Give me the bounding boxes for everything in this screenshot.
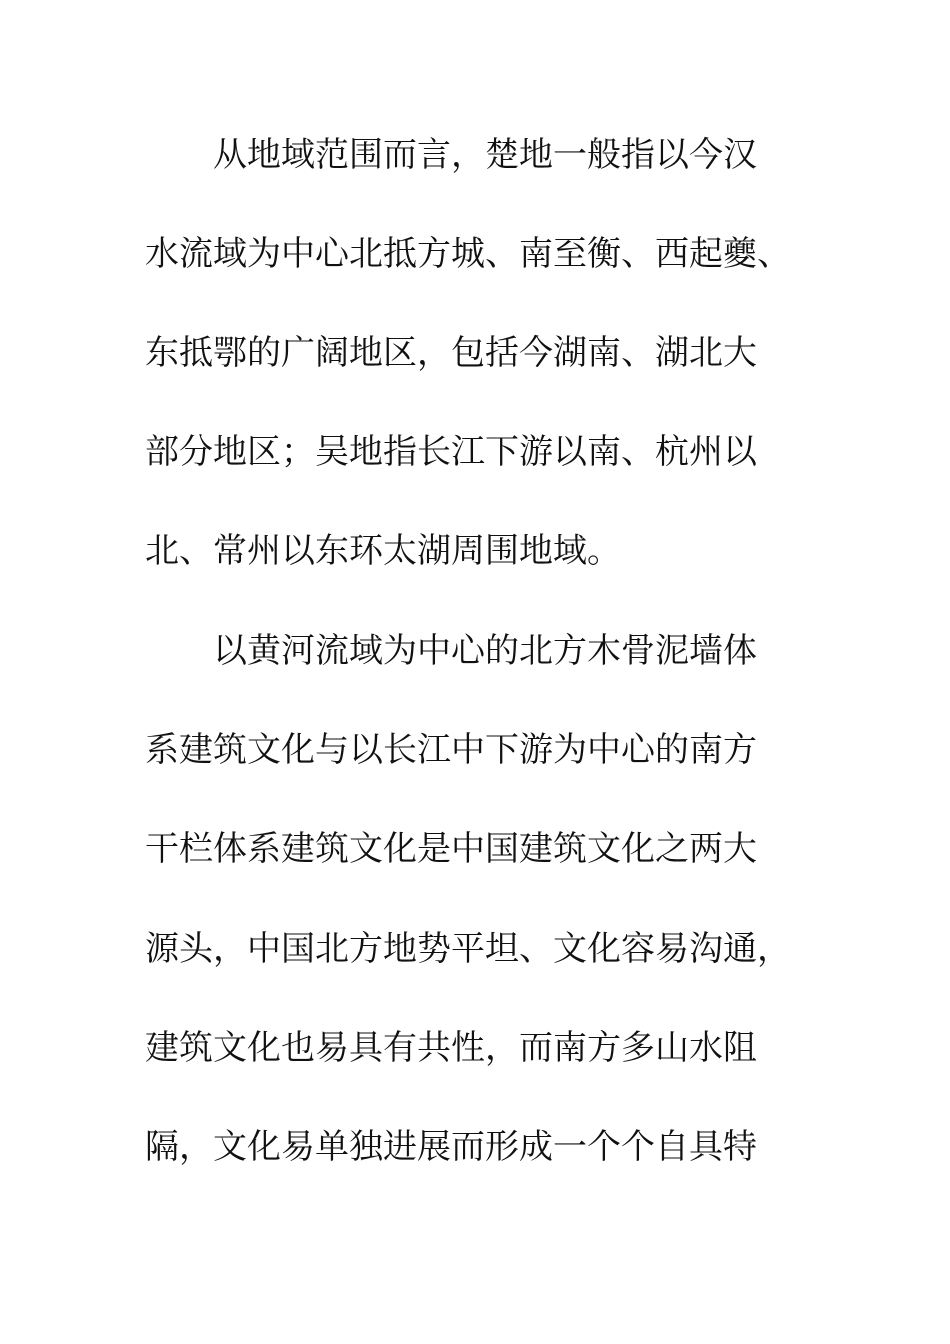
text-line: 系建筑文化与以长江中下游为中心的南方 (145, 730, 757, 770)
text-line: 以黄河流域为中心的北方木骨泥墙体 (145, 631, 757, 671)
text-line: 隔，文化易单独进展而形成一个个自具特 (145, 1127, 757, 1167)
text-line: 源头，中国北方地势平坦、文化容易沟通， (145, 929, 791, 969)
text-line: 水流域为中心北抵方城、南至衡、西起夔、 (145, 234, 791, 274)
text-line: 建筑文化也易具有共性，而南方多山水阻 (145, 1028, 757, 1068)
text-line: 干栏体系建筑文化是中国建筑文化之两大 (145, 829, 757, 869)
text-line: 部分地区；吴地指长江下游以南、杭州以 (145, 432, 757, 472)
text-line: 北、常州以东环太湖周围地域。 (145, 531, 621, 571)
text-line: 从地域范围而言，楚地一般指以今汉 (145, 135, 757, 175)
text-line: 东抵鄂的广阔地区，包括今湖南、湖北大 (145, 333, 757, 373)
